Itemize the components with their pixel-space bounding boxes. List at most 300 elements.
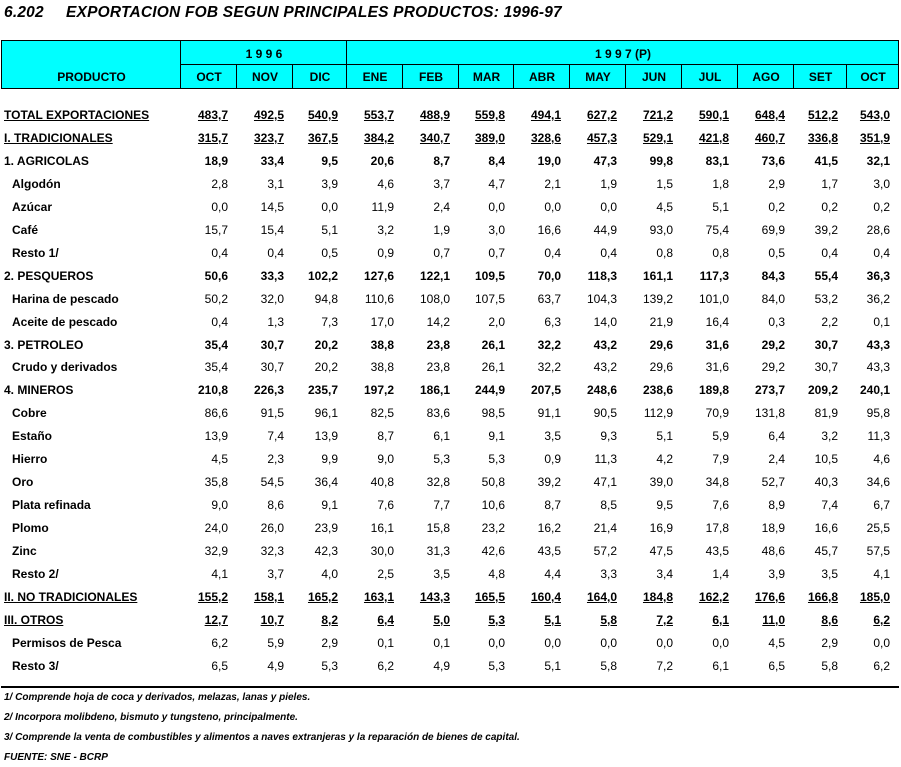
- cell-value: 17,8: [705, 521, 729, 536]
- cell-value: 11,9: [371, 199, 394, 214]
- cell-value: 53,2: [814, 291, 838, 306]
- cell-value: 197,2: [363, 383, 394, 398]
- cell-value: 30,7: [814, 360, 838, 375]
- cell-value: 4,8: [488, 567, 505, 581]
- cell-value: 16,9: [649, 521, 673, 536]
- table-row: [0, 128, 901, 151]
- cell-value: 35,8: [204, 475, 228, 490]
- cell-value: 44,9: [593, 222, 617, 237]
- table-header: [1, 40, 899, 89]
- cell-value: 2,2: [821, 314, 838, 329]
- cell-value: 210,8: [197, 383, 228, 398]
- cell-value: 0,0: [656, 635, 673, 650]
- cell-value: 163,1: [363, 589, 394, 604]
- cell-value: 7,4: [267, 429, 284, 444]
- row-label: Estaño: [12, 429, 53, 444]
- cell-value: 0,4: [600, 245, 617, 260]
- cell-value: 0,1: [377, 635, 394, 650]
- cell-value: 26,1: [481, 337, 505, 352]
- cell-value: 207,5: [530, 383, 561, 398]
- table-row: [0, 266, 901, 289]
- cell-value: 189,8: [698, 383, 729, 398]
- cell-value: 11,3: [594, 452, 617, 467]
- cell-value: 315,7: [197, 130, 228, 145]
- cell-value: 185,0: [859, 589, 890, 604]
- row-label: Crudo y derivados: [12, 360, 118, 375]
- cell-value: 43,2: [593, 360, 617, 375]
- cell-value: 36,3: [866, 268, 890, 283]
- cell-value: 6,2: [211, 635, 228, 650]
- cell-value: 48,6: [761, 544, 785, 559]
- cell-value: 6,7: [873, 498, 890, 513]
- cell-value: 36,2: [866, 291, 890, 306]
- source-note: FUENTE: SNE - BCRP: [4, 752, 108, 763]
- cell-value: 11,3: [867, 429, 890, 444]
- cell-value: 5,1: [712, 199, 729, 214]
- cell-value: 143,3: [419, 589, 450, 604]
- cell-value: 5,8: [600, 612, 617, 627]
- cell-value: 82,5: [370, 406, 394, 421]
- cell-value: 33,3: [260, 268, 284, 283]
- cell-value: 43,2: [593, 337, 617, 352]
- cell-value: 57,2: [593, 544, 617, 559]
- row-label: Café: [12, 222, 39, 237]
- table-row: [0, 426, 901, 449]
- cell-value: 94,8: [314, 291, 338, 306]
- cell-value: 42,3: [314, 544, 338, 559]
- cell-value: 5,9: [267, 635, 284, 650]
- cell-value: 107,5: [474, 291, 505, 306]
- cell-value: 6,5: [768, 658, 785, 673]
- cell-value: 0,0: [600, 635, 617, 650]
- cell-value: 3,7: [267, 567, 284, 581]
- cell-value: 5,1: [656, 429, 673, 444]
- cell-value: 165,5: [474, 589, 505, 604]
- cell-value: 30,7: [260, 337, 284, 352]
- row-label: Plata refinada: [12, 498, 91, 513]
- cell-value: 5,3: [488, 452, 505, 467]
- cell-value: 1,8: [712, 176, 729, 191]
- cell-value: 43,5: [537, 544, 561, 559]
- table-row: [0, 564, 901, 587]
- cell-value: 39,2: [814, 222, 838, 237]
- cell-value: 91,5: [260, 406, 284, 421]
- cell-value: 8,7: [433, 153, 450, 168]
- cell-value: 110,6: [364, 291, 394, 306]
- cell-value: 75,4: [705, 222, 729, 237]
- cell-value: 63,7: [537, 291, 561, 306]
- cell-value: 69,9: [761, 222, 785, 237]
- table-row: [0, 335, 901, 358]
- cell-value: 14,5: [260, 199, 284, 214]
- month-header: JUL: [698, 70, 722, 84]
- cell-value: 16,6: [814, 521, 838, 536]
- month-header: MAR: [472, 70, 501, 84]
- cell-value: 186,1: [419, 383, 450, 398]
- cell-value: 10,5: [814, 452, 838, 467]
- table-row: [0, 656, 901, 679]
- cell-value: 34,8: [705, 475, 729, 490]
- cell-value: 83,6: [426, 406, 450, 421]
- row-label: Resto 3/: [12, 658, 59, 673]
- row-label: I. TRADICIONALES: [4, 130, 113, 145]
- cell-value: 86,6: [204, 406, 228, 421]
- cell-value: 488,9: [419, 108, 450, 122]
- row-label: Resto 2/: [12, 567, 59, 581]
- cell-value: 0,2: [821, 199, 838, 214]
- cell-value: 21,4: [593, 521, 617, 536]
- cell-value: 492,5: [253, 108, 284, 122]
- cell-value: 2,0: [488, 314, 505, 329]
- row-label: TOTAL EXPORTACIONES: [4, 108, 150, 122]
- cell-value: 6,1: [712, 612, 729, 627]
- month-header: ABR: [529, 70, 555, 84]
- table-title: EXPORTACION FOB SEGUN PRINCIPALES PRODUCTOS: 1996-97: [66, 4, 562, 21]
- cell-value: 43,3: [866, 360, 890, 375]
- cell-value: 10,6: [481, 498, 505, 513]
- cell-value: 540,9: [307, 108, 338, 122]
- cell-value: 122,1: [419, 268, 450, 283]
- cell-value: 3,0: [488, 222, 505, 237]
- cell-value: 23,2: [481, 521, 505, 536]
- header-divider: [181, 64, 899, 65]
- cell-value: 70,0: [537, 268, 561, 283]
- cell-value: 26,0: [260, 521, 284, 536]
- cell-value: 3,4: [656, 567, 673, 581]
- column-header-producto: PRODUCTO: [57, 70, 126, 84]
- table-row: [0, 495, 901, 518]
- table-row: [0, 289, 901, 312]
- cell-value: 9,1: [321, 498, 338, 513]
- cell-value: 421,8: [698, 130, 729, 145]
- cell-value: 5,3: [433, 452, 450, 467]
- table-row: [0, 449, 901, 472]
- cell-value: 590,1: [698, 108, 729, 122]
- footer-divider: [1, 686, 899, 688]
- cell-value: 16,1: [370, 521, 394, 536]
- cell-value: 2,4: [768, 452, 785, 467]
- cell-value: 30,7: [260, 360, 284, 375]
- cell-value: 6,4: [768, 429, 785, 444]
- cell-value: 38,8: [370, 337, 394, 352]
- cell-value: 4,1: [211, 567, 228, 581]
- table-row: [0, 357, 901, 380]
- cell-value: 0,5: [768, 245, 785, 260]
- cell-value: 6,2: [377, 658, 394, 673]
- cell-value: 9,5: [656, 498, 673, 513]
- cell-value: 31,6: [705, 337, 729, 352]
- cell-value: 16,4: [705, 314, 729, 329]
- cell-value: 0,2: [873, 199, 890, 214]
- page-title: [4, 4, 562, 22]
- cell-value: 39,0: [649, 475, 673, 490]
- cell-value: 112,9: [643, 406, 673, 421]
- row-label: Permisos de Pesca: [12, 635, 122, 650]
- cell-value: 0,7: [433, 245, 450, 260]
- cell-value: 2,8: [211, 176, 228, 191]
- cell-value: 40,3: [814, 475, 838, 490]
- cell-value: 20,2: [314, 360, 338, 375]
- cell-value: 6,2: [873, 612, 890, 627]
- cell-value: 39,2: [537, 475, 561, 490]
- cell-value: 9,5: [321, 153, 338, 168]
- cell-value: 7,6: [377, 498, 394, 513]
- cell-value: 512,2: [807, 108, 838, 122]
- cell-value: 42,6: [481, 544, 505, 559]
- cell-value: 10,7: [260, 612, 284, 627]
- table-row: [0, 403, 901, 426]
- cell-value: 8,7: [544, 498, 561, 513]
- cell-value: 6,1: [712, 658, 729, 673]
- cell-value: 543,0: [859, 108, 890, 122]
- cell-value: 23,8: [426, 337, 450, 352]
- cell-value: 131,8: [754, 406, 785, 421]
- cell-value: 0,4: [211, 314, 228, 329]
- cell-value: 32,8: [426, 475, 450, 490]
- row-label: Zinc: [12, 544, 37, 559]
- cell-value: 161,1: [642, 268, 673, 283]
- table-row: [0, 472, 901, 495]
- cell-value: 0,0: [544, 635, 561, 650]
- cell-value: 19,0: [537, 153, 561, 168]
- cell-value: 8,7: [377, 429, 394, 444]
- cell-value: 28,6: [866, 222, 890, 237]
- cell-value: 8,6: [821, 612, 838, 627]
- cell-value: 0,3: [768, 314, 785, 329]
- cell-value: 367,5: [307, 130, 338, 145]
- cell-value: 1,3: [267, 314, 284, 329]
- cell-value: 244,9: [474, 383, 505, 398]
- table-row: [0, 587, 901, 610]
- cell-value: 5,3: [488, 612, 505, 627]
- cell-value: 33,4: [260, 153, 284, 168]
- cell-value: 226,3: [253, 383, 284, 398]
- cell-value: 12,7: [204, 612, 228, 627]
- cell-value: 1,4: [712, 567, 729, 581]
- cell-value: 21,9: [649, 314, 673, 329]
- row-label: Cobre: [12, 406, 47, 421]
- cell-value: 8,4: [488, 153, 505, 168]
- cell-value: 0,5: [321, 245, 338, 260]
- row-label: Plomo: [12, 521, 49, 536]
- cell-value: 24,0: [204, 521, 228, 536]
- table-row: [0, 610, 901, 633]
- cell-value: 4,2: [656, 452, 673, 467]
- cell-value: 52,7: [761, 475, 785, 490]
- cell-value: 84,3: [761, 268, 785, 283]
- cell-value: 45,7: [814, 544, 838, 559]
- cell-value: 18,9: [204, 153, 228, 168]
- cell-value: 9,9: [321, 452, 338, 467]
- cell-value: 483,7: [197, 108, 228, 122]
- table-row: [0, 380, 901, 403]
- cell-value: 0,0: [321, 199, 338, 214]
- cell-value: 1,7: [821, 176, 838, 191]
- cell-value: 4,0: [321, 567, 338, 581]
- month-header: DIC: [309, 70, 331, 84]
- table-row: [0, 518, 901, 541]
- cell-value: 0,4: [873, 245, 890, 260]
- row-label: Aceite de pescado: [12, 314, 118, 329]
- cell-value: 95,8: [866, 406, 890, 421]
- cell-value: 9,1: [488, 429, 505, 444]
- table-row: [0, 312, 901, 335]
- cell-value: 118,3: [587, 268, 617, 283]
- cell-value: 13,9: [314, 429, 338, 444]
- cell-value: 32,9: [204, 544, 228, 559]
- cell-value: 57,5: [866, 544, 890, 559]
- cell-value: 351,9: [859, 130, 890, 145]
- cell-value: 32,2: [537, 360, 561, 375]
- cell-value: 529,1: [642, 130, 673, 145]
- cell-value: 15,8: [426, 521, 450, 536]
- cell-value: 50,2: [204, 291, 228, 306]
- cell-value: 3,5: [821, 567, 838, 581]
- cell-value: 0,0: [488, 635, 505, 650]
- cell-value: 5,1: [321, 222, 338, 237]
- month-header: FEB: [419, 70, 443, 84]
- month-header: ENE: [362, 70, 388, 84]
- cell-value: 158,1: [253, 589, 284, 604]
- cell-value: 4,7: [488, 176, 505, 191]
- cell-value: 6,4: [377, 612, 394, 627]
- cell-value: 109,5: [474, 268, 505, 283]
- cell-value: 15,4: [260, 222, 284, 237]
- cell-value: 336,8: [807, 130, 838, 145]
- cell-value: 7,2: [656, 612, 673, 627]
- cell-value: 20,2: [314, 337, 338, 352]
- cell-value: 99,8: [649, 153, 673, 168]
- row-label: Algodón: [12, 176, 61, 191]
- cell-value: 164,0: [586, 589, 617, 604]
- cell-value: 553,7: [363, 108, 394, 122]
- cell-value: 6,5: [211, 658, 228, 673]
- cell-value: 54,5: [260, 475, 284, 490]
- cell-value: 90,5: [593, 406, 617, 421]
- cell-value: 5,9: [712, 429, 729, 444]
- cell-value: 3,9: [768, 567, 785, 581]
- cell-value: 6,1: [433, 429, 450, 444]
- cell-value: 340,7: [419, 130, 450, 145]
- table-row: [0, 174, 901, 197]
- cell-value: 0,8: [712, 245, 729, 260]
- cell-value: 460,7: [754, 130, 785, 145]
- cell-value: 40,8: [370, 475, 394, 490]
- cell-value: 648,4: [754, 108, 785, 122]
- cell-value: 627,2: [586, 108, 617, 122]
- table-row: [0, 633, 901, 656]
- cell-value: 721,2: [642, 108, 673, 122]
- cell-value: 0,4: [267, 245, 284, 260]
- cell-value: 73,6: [761, 153, 785, 168]
- cell-value: 9,0: [211, 498, 228, 513]
- table-row: [0, 105, 901, 128]
- cell-value: 4,5: [768, 635, 785, 650]
- cell-value: 6,3: [544, 314, 561, 329]
- cell-value: 0,0: [211, 199, 228, 214]
- cell-value: 25,5: [866, 521, 890, 536]
- row-label: Oro: [12, 475, 34, 490]
- cell-value: 0,0: [544, 199, 561, 214]
- row-label: 4. MINEROS: [4, 383, 74, 398]
- cell-value: 17,0: [370, 314, 394, 329]
- cell-value: 70,9: [705, 406, 729, 421]
- cell-value: 14,0: [593, 314, 617, 329]
- month-header: MAY: [585, 70, 611, 84]
- cell-value: 0,0: [488, 199, 505, 214]
- cell-value: 235,7: [307, 383, 338, 398]
- cell-value: 494,1: [530, 108, 561, 122]
- cell-value: 47,3: [593, 153, 617, 168]
- cell-value: 5,3: [321, 658, 338, 673]
- footnote-3: 3/ Comprende la venta de combustibles y alimentos a naves extranjeras y la reparación de bienes de capital.: [4, 732, 520, 743]
- cell-value: 1,9: [600, 176, 617, 191]
- cell-value: 31,3: [426, 544, 450, 559]
- cell-value: 248,6: [586, 383, 617, 398]
- cell-value: 34,6: [866, 475, 890, 490]
- cell-value: 32,0: [260, 291, 284, 306]
- cell-value: 36,4: [314, 475, 338, 490]
- cell-value: 7,3: [321, 314, 338, 329]
- cell-value: 83,1: [705, 153, 729, 168]
- cell-value: 0,0: [712, 635, 729, 650]
- cell-value: 8,9: [768, 498, 785, 513]
- cell-value: 5,1: [544, 658, 561, 673]
- cell-value: 93,0: [649, 222, 673, 237]
- cell-value: 166,8: [807, 589, 838, 604]
- cell-value: 5,1: [544, 612, 561, 627]
- cell-value: 240,1: [859, 383, 890, 398]
- cell-value: 2,5: [377, 567, 394, 581]
- cell-value: 2,9: [768, 176, 785, 191]
- cell-value: 162,2: [698, 589, 729, 604]
- row-label: III. OTROS: [4, 612, 64, 627]
- footnote-2: 2/ Incorpora molibdeno, bismuto y tungsteno, principalmente.: [4, 712, 298, 723]
- cell-value: 43,3: [866, 337, 890, 352]
- cell-value: 3,0: [873, 176, 890, 191]
- cell-value: 108,0: [419, 291, 450, 306]
- row-label: Resto 1/: [12, 245, 59, 260]
- cell-value: 11,0: [762, 612, 785, 627]
- cell-value: 559,8: [474, 108, 505, 122]
- cell-value: 38,8: [370, 360, 394, 375]
- cell-value: 176,6: [754, 589, 785, 604]
- cell-value: 96,1: [314, 406, 338, 421]
- cell-value: 29,2: [761, 337, 785, 352]
- cell-value: 26,1: [481, 360, 505, 375]
- cell-value: 6,2: [873, 658, 890, 673]
- cell-value: 32,2: [537, 337, 561, 352]
- month-header: AGO: [752, 70, 780, 84]
- cell-value: 8,2: [321, 612, 338, 627]
- cell-value: 457,3: [586, 130, 617, 145]
- row-label: 3. PETROLEO: [4, 337, 84, 352]
- table-row: [0, 220, 901, 243]
- month-header: JUN: [641, 70, 666, 84]
- cell-value: 238,6: [642, 383, 673, 398]
- cell-value: 0,9: [544, 452, 561, 467]
- cell-value: 0,4: [544, 245, 561, 260]
- cell-value: 4,9: [433, 658, 450, 673]
- cell-value: 2,3: [267, 452, 284, 467]
- cell-value: 9,3: [600, 429, 617, 444]
- cell-value: 23,8: [426, 360, 450, 375]
- row-label: Harina de pescado: [12, 291, 119, 306]
- cell-value: 3,7: [433, 176, 450, 191]
- cell-value: 41,5: [814, 153, 838, 168]
- cell-value: 384,2: [363, 130, 394, 145]
- cell-value: 4,5: [211, 452, 228, 467]
